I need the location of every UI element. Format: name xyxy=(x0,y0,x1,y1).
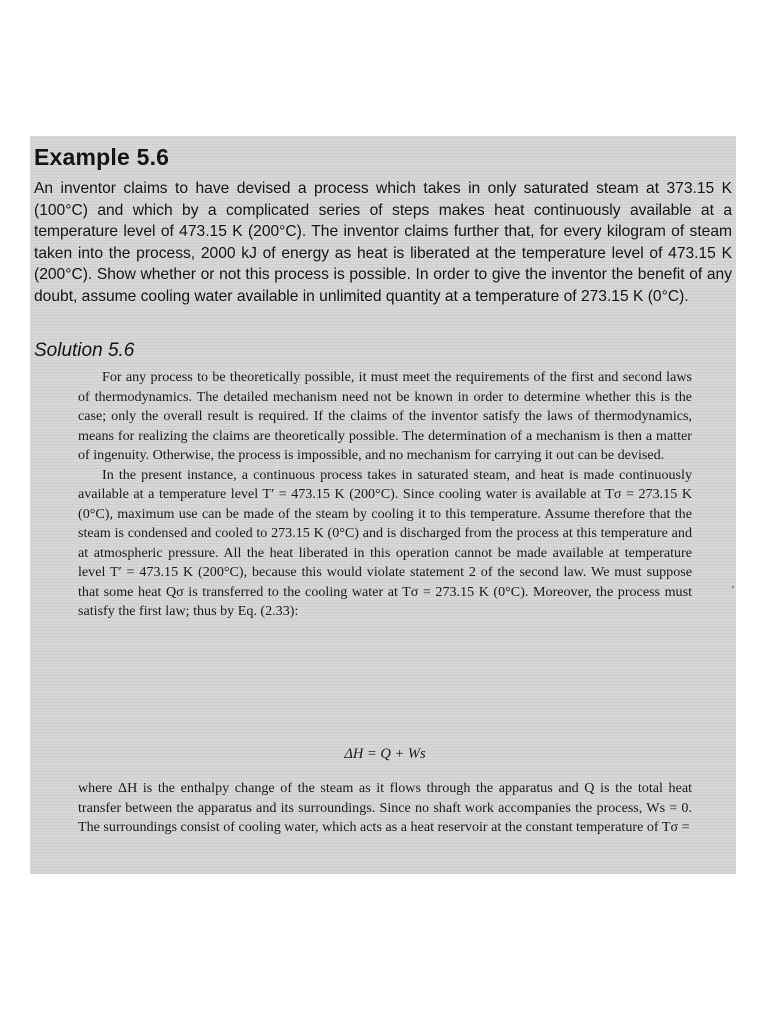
scan-speck xyxy=(732,586,734,588)
problem-statement: An inventor claims to have devised a process which takes in only saturated steam at 373.15 K (100°C) and which by a complicated series of steps makes heat continuously available at a temperature level of 473.15 K (200°C). The inventor claims further that, for every kilogram of steam taken into the process, 2000 kJ of energy as heat is liberated at the temperature level of 473.15 K (200°C). Show whether or not this process is possible. In order to give the inventor the benefit of any doubt, assume cooling water available in unlimited quantity at a temperature of 273.15 K (0°C). xyxy=(34,180,732,305)
scanned-page xyxy=(30,136,736,874)
solution-paragraph: In the present instance, a continuous process takes in saturated steam, and heat is made continuously available at a temperature level T′ = 473.15 K (200°C). Since cooling water is available at Tσ = 273.15 K (0°C), maximum use can be made of the steam by cooling it to this temperature. Assume therefore that the steam is condensed and cooled to 273.15 K (0°C) and is discharged from the process at this temperature and at atmospheric pressure. All the heat liberated in this operation cannot be made available at temperature level T′ = 473.15 K (200°C), because this would violate statement 2 of the second law. We must suppose that some heat Qσ is transferred to the cooling water at Tσ = 273.15 K (0°C). Moreover, the process must satisfy the first law; thus by Eq. (2.33): xyxy=(78,466,692,619)
example-heading: Example 5.6 xyxy=(34,144,170,170)
solution-paragraph: where ΔH is the enthalpy change of the steam as it flows through the apparatus and Q is the total heat transfer between the apparatus and its surroundings. Since no shaft work accompanies the process, Ws = 0. The surroundings consist of cooling water, which acts as a heat reservoir at the constant temperature of Tσ = xyxy=(78,780,692,835)
energy-balance-equation: ΔH = Q + Ws xyxy=(344,746,426,762)
solution-body xyxy=(78,368,692,622)
solution-heading: Solution 5.6 xyxy=(34,340,135,361)
solution-body-continued xyxy=(78,779,692,838)
solution-paragraph: For any process to be theoretically possible, it must meet the requirements of the first and second laws of thermodynamics. The detailed mechanism need not be known in order to determine whether this is the case; only the overall result is required. If the claims of the inventor satisfy the laws of thermodynamics, means for realizing the claims are theoretically possible. The determination of a mechanism is then a matter of ingenuity. Otherwise, the process is impossible, and no mechanism for carrying it out can be devised. xyxy=(78,369,692,463)
